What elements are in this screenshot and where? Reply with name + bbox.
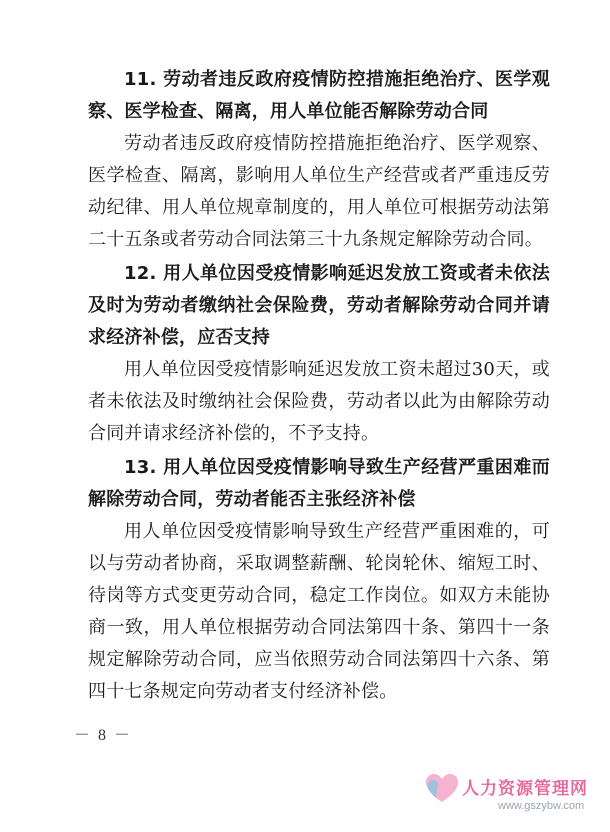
- section-13-answer: 用人单位因受疫情影响导致生产经营严重困难的，可以与劳动者协商，采取调整薪酬、轮岗轮休、缩短工时、待岗等方式变更劳动合同，稳定工作岗位。如双方未能协商一致，用人单位根据劳动合同法第四十条、第四十一条规定解除劳动合同，应当依照劳动合同法第四十六条、第四十七条规定向劳动者支付经济补偿。: [88, 521, 550, 702]
- watermark-url: www.gszybw.com: [498, 800, 585, 812]
- document-body: [88, 62, 550, 710]
- watermark-title: 人力资源管理网: [462, 779, 588, 799]
- section-11-answer: 劳动者违反政府疫情防控措施拒绝治疗、医学观察、医学检查、隔离，影响用人单位生产经营或者严重违反劳动纪律、用人单位规章制度的，用人单位可根据劳动法第二十五条或者劳动合同法第三十九条规定解除劳动合同。: [88, 133, 550, 250]
- page-number: － 8 －: [74, 727, 133, 744]
- section-12-answer: 用人单位因受疫情影响延迟发放工资未超过30天，或者未依法及时缴纳社会保险费，劳动者以此为由解除劳动合同并请求经济补偿的，不予支持。: [88, 359, 550, 444]
- section-12-question: 12. 用人单位因受疫情影响延迟发放工资或者未依法及时为劳动者缴纳社会保险费，劳动者解除劳动合同并请求经济补偿，应否支持: [88, 263, 550, 348]
- watermark: [422, 768, 592, 820]
- section-13-question: 13. 用人单位因受疫情影响导致生产经营严重困难而解除劳动合同，劳动者能否主张经济补偿: [88, 457, 550, 510]
- section-11-question: 11. 劳动者违反政府疫情防控措施拒绝治疗、医学观察、医学检查、隔离，用人单位能否解除劳动合同: [88, 69, 550, 122]
- heart-logo-icon: [422, 768, 462, 808]
